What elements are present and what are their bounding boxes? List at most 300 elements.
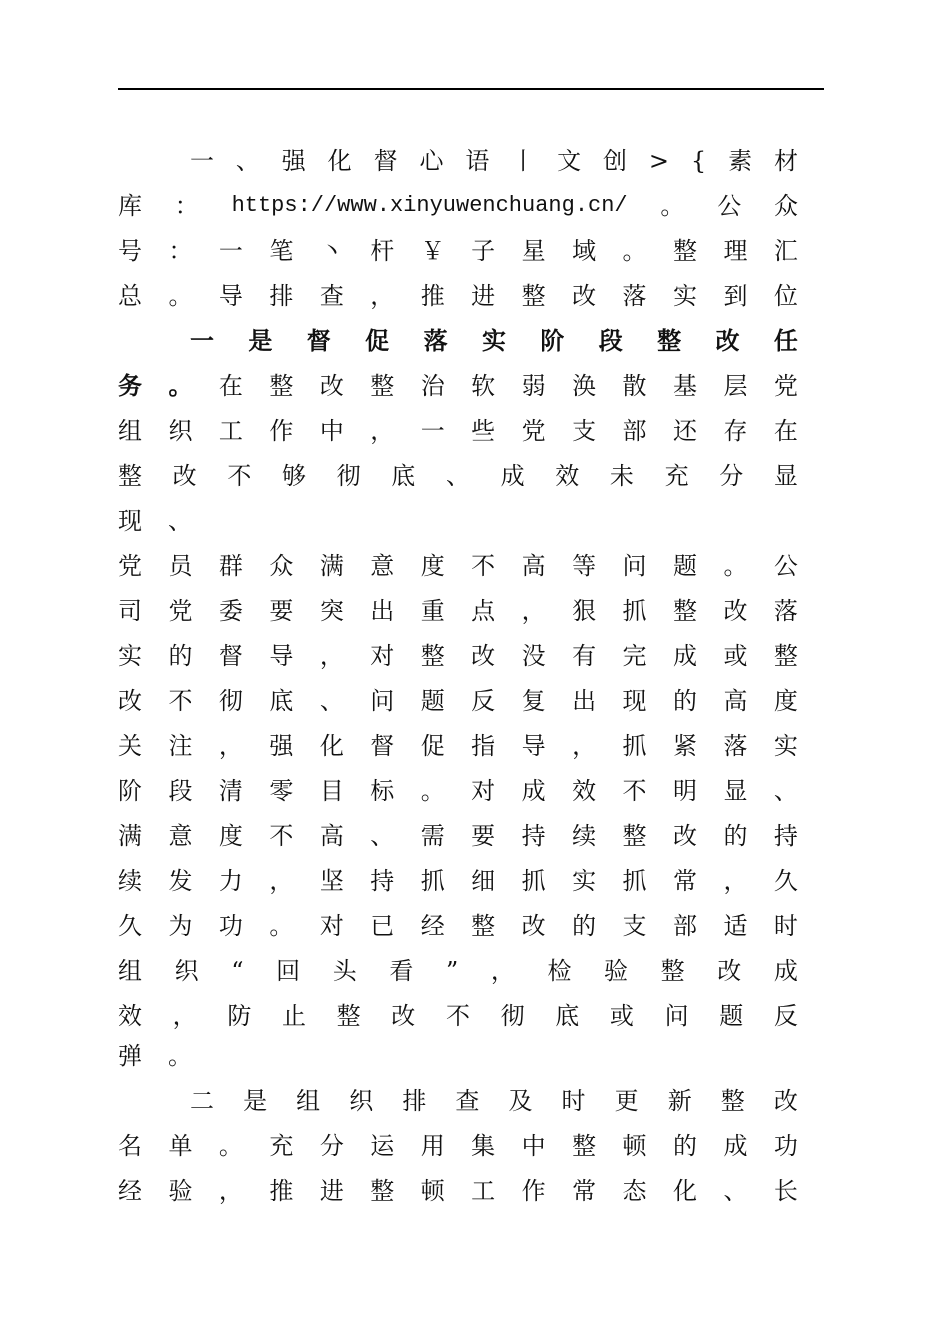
glyph: 织 [174, 957, 199, 985]
glyph: 素 [728, 147, 753, 175]
glyph: { [690, 147, 707, 175]
glyph: 中 [319, 417, 344, 445]
glyph: > [648, 147, 670, 175]
glyph: 心 [419, 147, 444, 175]
glyph: 新 [667, 1087, 692, 1115]
glyph: 狠 [572, 597, 597, 625]
glyph: 整 [118, 462, 142, 490]
glyph: 出 [370, 597, 395, 625]
glyph: 顿 [420, 1177, 445, 1205]
glyph: 丶 [319, 237, 344, 265]
glyph: 彻 [336, 462, 361, 490]
text-line [118, 368, 798, 404]
glyph: ” [445, 957, 459, 985]
glyph: 存 [723, 417, 748, 445]
glyph: 充 [269, 1132, 294, 1160]
glyph: 导 [218, 282, 243, 310]
glyph: 。 [420, 777, 445, 805]
glyph: 用 [420, 1132, 445, 1160]
glyph: 时 [773, 912, 798, 940]
glyph: 实 [773, 732, 798, 760]
glyph: 态 [622, 1177, 647, 1205]
glyph: 验 [168, 1177, 193, 1205]
glyph: 作 [521, 1177, 546, 1205]
glyph: 号 [118, 237, 142, 265]
glyph: 落 [622, 282, 647, 310]
glyph: 位 [773, 282, 798, 310]
glyph: 充 [664, 462, 689, 490]
glyph: 。 [723, 552, 748, 580]
glyph: 看 [389, 957, 414, 985]
glyph: 排 [402, 1087, 427, 1115]
glyph: 的 [168, 642, 193, 670]
text-line [190, 323, 798, 359]
glyph: 底 [555, 1002, 580, 1030]
glyph: 组 [118, 417, 142, 445]
glyph: 改 [118, 687, 142, 715]
glyph: 单 [168, 1132, 193, 1160]
glyph: 对 [370, 642, 395, 670]
glyph: 意 [168, 822, 193, 850]
glyph: 反 [773, 1002, 798, 1030]
glyph: 抓 [420, 867, 445, 895]
glyph: 强 [281, 147, 306, 175]
glyph: 是 [243, 1087, 268, 1115]
glyph: 顿 [622, 1132, 647, 1160]
glyph: 的 [672, 687, 697, 715]
glyph: 坚 [319, 867, 344, 895]
glyph: 部 [622, 417, 647, 445]
glyph: 改 [172, 462, 197, 490]
glyph: 的 [672, 1132, 697, 1160]
glyph: 。 [622, 237, 647, 265]
glyph: 问 [622, 552, 647, 580]
glyph: 改 [391, 1002, 416, 1030]
glyph: 改 [715, 326, 740, 355]
glyph: 层 [723, 372, 748, 400]
glyph: 功 [773, 1132, 798, 1160]
glyph: 群 [218, 552, 243, 580]
glyph: 公 [773, 552, 798, 580]
glyph: 子 [471, 237, 496, 265]
glyph: 阶 [118, 777, 142, 805]
glyph: 功 [218, 912, 243, 940]
glyph: 改 [521, 912, 546, 940]
glyph: 点 [471, 597, 496, 625]
glyph: 改 [672, 822, 697, 850]
glyph: 题 [719, 1002, 744, 1030]
glyph: 集 [471, 1132, 496, 1160]
glyph: 丨 [511, 147, 536, 175]
glyph: 满 [319, 552, 344, 580]
glyph: 散 [622, 372, 647, 400]
glyph: 不 [445, 1002, 470, 1030]
glyph: 效 [555, 462, 580, 490]
glyph: 要 [471, 822, 496, 850]
glyph: 创 [603, 147, 628, 175]
glyph: 不 [622, 777, 647, 805]
url-text: https://www.xinyuwenchuang.cn/ [231, 193, 628, 218]
glyph: 查 [319, 282, 344, 310]
text-line [190, 1083, 798, 1119]
glyph: 组 [118, 957, 142, 985]
glyph: 。 [218, 1132, 243, 1160]
glyph: 现 [118, 507, 142, 535]
glyph: 意 [370, 552, 395, 580]
glyph: 落 [723, 732, 748, 760]
glyph: 度 [420, 552, 445, 580]
glyph: 、 [168, 507, 192, 535]
glyph: 实 [481, 326, 506, 355]
glyph: 关 [118, 732, 142, 760]
glyph: 回 [276, 957, 301, 985]
glyph: 到 [723, 282, 748, 310]
glyph: 支 [572, 417, 597, 445]
glyph: 工 [471, 1177, 496, 1205]
glyph: 织 [168, 417, 193, 445]
text-line [118, 1173, 798, 1209]
glyph: 够 [281, 462, 306, 490]
glyph: 整 [660, 957, 685, 985]
glyph: 员 [168, 552, 193, 580]
glyph: 头 [332, 957, 357, 985]
glyph: 高 [521, 552, 546, 580]
glyph: 些 [471, 417, 496, 445]
glyph: 公 [717, 192, 742, 220]
text-line [118, 458, 798, 494]
glyph: 高 [319, 822, 344, 850]
glyph: 整 [336, 1002, 361, 1030]
glyph: 已 [370, 912, 395, 940]
glyph: 成 [672, 642, 697, 670]
glyph: 为 [168, 912, 193, 940]
glyph: 底 [391, 462, 416, 490]
glyph: 进 [319, 1177, 344, 1205]
glyph: 党 [118, 552, 142, 580]
glyph: 是 [248, 326, 273, 355]
glyph: 紧 [672, 732, 697, 760]
glyph: 验 [604, 957, 629, 985]
glyph: 改 [572, 282, 597, 310]
glyph: 、 [319, 687, 344, 715]
glyph: 长 [773, 1177, 798, 1205]
glyph: 实 [572, 867, 597, 895]
glyph: 一 [420, 417, 445, 445]
glyph: 语 [465, 147, 490, 175]
glyph: 理 [723, 237, 748, 265]
glyph: 指 [471, 732, 496, 760]
glyph: 检 [547, 957, 572, 985]
glyph: 力 [218, 867, 243, 895]
text-line [118, 1128, 798, 1164]
glyph: 度 [218, 822, 243, 850]
glyph: 导 [269, 642, 294, 670]
glyph: 督 [370, 732, 395, 760]
glyph: 时 [561, 1087, 586, 1115]
glyph: ， [490, 957, 515, 985]
glyph: 整 [572, 1132, 597, 1160]
glyph: 突 [319, 597, 344, 625]
glyph: 整 [622, 822, 647, 850]
glyph: 细 [471, 867, 496, 895]
glyph: 有 [572, 642, 597, 670]
text-line [118, 863, 798, 899]
glyph: 或 [609, 1002, 634, 1030]
glyph: 星 [521, 237, 546, 265]
glyph: 弹 [118, 1042, 142, 1070]
glyph: 抓 [622, 867, 647, 895]
glyph: 持 [773, 822, 798, 850]
glyph: 久 [118, 912, 142, 940]
glyph: 名 [118, 1132, 142, 1160]
glyph: 弱 [521, 372, 546, 400]
glyph: 、 [235, 147, 260, 175]
glyph: 督 [373, 147, 398, 175]
text-line [118, 773, 798, 809]
glyph: 续 [118, 867, 142, 895]
glyph: 整 [521, 282, 546, 310]
glyph: 。 [168, 282, 193, 310]
glyph: 显 [723, 777, 748, 805]
glyph: 一 [218, 237, 243, 265]
text-line [118, 953, 798, 989]
glyph: ， [172, 1002, 197, 1030]
glyph: ， [572, 732, 597, 760]
text-line [118, 998, 798, 1034]
glyph: ： [168, 237, 193, 265]
glyph: 。 [168, 1042, 192, 1070]
glyph: 问 [664, 1002, 689, 1030]
glyph: ， [370, 417, 395, 445]
glyph: 现 [622, 687, 647, 715]
glyph: 在 [773, 417, 798, 445]
glyph: 促 [365, 326, 390, 355]
glyph: 抓 [521, 867, 546, 895]
glyph: 任 [773, 326, 798, 355]
glyph: 完 [622, 642, 647, 670]
glyph: 彻 [218, 687, 243, 715]
glyph: ， [370, 282, 395, 310]
glyph: 题 [420, 687, 445, 715]
glyph: ， [269, 867, 294, 895]
glyph: 整 [672, 597, 697, 625]
glyph: 组 [296, 1087, 321, 1115]
glyph: 落 [773, 597, 798, 625]
text-line [118, 638, 798, 674]
glyph: 治 [420, 372, 445, 400]
glyph: ￥ [420, 237, 445, 265]
glyph: 众 [773, 192, 798, 220]
glyph: 等 [572, 552, 597, 580]
glyph: 标 [370, 777, 395, 805]
glyph: 问 [370, 687, 395, 715]
glyph: 段 [598, 326, 623, 355]
text-line [118, 1038, 798, 1074]
glyph: 不 [269, 822, 294, 850]
glyph: 要 [269, 597, 294, 625]
glyph: 在 [218, 372, 243, 400]
glyph: 材 [773, 147, 798, 175]
glyph: “ [231, 957, 244, 985]
glyph: 清 [218, 777, 243, 805]
glyph: 效 [118, 1002, 142, 1030]
glyph: 不 [227, 462, 252, 490]
glyph: 整 [269, 372, 294, 400]
glyph: 化 [672, 1177, 697, 1205]
glyph: 续 [572, 822, 597, 850]
glyph: 笔 [269, 237, 294, 265]
glyph: 作 [269, 417, 294, 445]
text-line [118, 728, 798, 764]
glyph: 整 [657, 326, 682, 355]
glyph: 整 [720, 1087, 745, 1115]
glyph: 司 [118, 597, 142, 625]
glyph: 委 [218, 597, 243, 625]
glyph: 阶 [540, 326, 565, 355]
glyph: 改 [471, 642, 496, 670]
text-line [118, 593, 798, 629]
glyph: 不 [471, 552, 496, 580]
glyph: 目 [319, 777, 344, 805]
glyph: 成 [773, 957, 798, 985]
glyph: 需 [420, 822, 445, 850]
glyph: 适 [723, 912, 748, 940]
glyph: 持 [370, 867, 395, 895]
glyph: 的 [723, 822, 748, 850]
glyph: 整 [672, 237, 697, 265]
glyph: 。 [269, 912, 294, 940]
glyph: 。 [168, 371, 193, 400]
glyph: 、 [445, 462, 470, 490]
glyph: 零 [269, 777, 294, 805]
glyph: 分 [719, 462, 744, 490]
glyph: 未 [609, 462, 634, 490]
glyph: ， [218, 732, 243, 760]
glyph: 或 [723, 642, 748, 670]
glyph: 软 [471, 372, 496, 400]
glyph: 对 [471, 777, 496, 805]
glyph: 还 [672, 417, 697, 445]
glyph: 明 [672, 777, 697, 805]
glyph: 满 [118, 822, 142, 850]
glyph: 整 [370, 1177, 395, 1205]
glyph: 基 [672, 372, 697, 400]
glyph: 整 [773, 642, 798, 670]
glyph: 党 [168, 597, 193, 625]
glyph: 整 [370, 372, 395, 400]
text-line [118, 683, 798, 719]
glyph: 文 [557, 147, 582, 175]
glyph: 对 [319, 912, 344, 940]
glyph: 成 [521, 777, 546, 805]
text-line [118, 413, 798, 449]
glyph: 常 [672, 867, 697, 895]
glyph: ： [174, 192, 199, 220]
glyph: 、 [370, 822, 395, 850]
glyph: 实 [672, 282, 697, 310]
glyph: 化 [327, 147, 352, 175]
glyph: 段 [168, 777, 193, 805]
glyph: 题 [672, 552, 697, 580]
glyph: 杆 [370, 237, 395, 265]
glyph: 。 [660, 192, 685, 220]
glyph: 高 [723, 687, 748, 715]
glyph: 部 [672, 912, 697, 940]
glyph: 改 [723, 597, 748, 625]
glyph: 督 [218, 642, 243, 670]
glyph: 汇 [773, 237, 798, 265]
glyph: 织 [349, 1087, 374, 1115]
glyph: 及 [508, 1087, 533, 1115]
text-line [118, 233, 798, 269]
glyph: 抓 [622, 732, 647, 760]
glyph: 分 [319, 1132, 344, 1160]
glyph: 运 [370, 1132, 395, 1160]
glyph: 党 [773, 372, 798, 400]
glyph: 库 [118, 192, 142, 220]
glyph: 支 [622, 912, 647, 940]
glyph: ， [218, 1177, 243, 1205]
glyph: 防 [227, 1002, 252, 1030]
text-line [118, 188, 798, 224]
glyph: 经 [118, 1177, 142, 1205]
glyph: 中 [521, 1132, 546, 1160]
glyph: 止 [281, 1002, 306, 1030]
text-line [118, 818, 798, 854]
glyph: 抓 [622, 597, 647, 625]
glyph: 效 [572, 777, 597, 805]
glyph: 重 [420, 597, 445, 625]
glyph: 整 [420, 642, 445, 670]
glyph: 查 [455, 1087, 480, 1115]
glyph: 的 [572, 912, 597, 940]
glyph: 一 [190, 147, 214, 175]
text-line [118, 503, 798, 539]
glyph: 进 [471, 282, 496, 310]
glyph: 域 [572, 237, 597, 265]
glyph: 持 [521, 822, 546, 850]
glyph: 显 [773, 462, 798, 490]
glyph: 党 [521, 417, 546, 445]
glyph: 改 [773, 1087, 798, 1115]
glyph: 常 [572, 1177, 597, 1205]
glyph: 改 [717, 957, 742, 985]
glyph: 工 [218, 417, 243, 445]
glyph: ， [319, 642, 344, 670]
glyph: ， [723, 867, 748, 895]
glyph: 、 [773, 777, 798, 805]
glyph: 务 [118, 371, 142, 400]
glyph: 底 [269, 687, 294, 715]
glyph: ， [521, 597, 546, 625]
text-line [118, 548, 798, 584]
glyph: 二 [190, 1087, 214, 1115]
glyph: 促 [420, 732, 445, 760]
glyph: 没 [521, 642, 546, 670]
glyph: 推 [269, 1177, 294, 1205]
glyph: 导 [521, 732, 546, 760]
glyph: 彻 [500, 1002, 525, 1030]
text-line [118, 908, 798, 944]
glyph: 注 [168, 732, 193, 760]
glyph: 改 [319, 372, 344, 400]
glyph: 排 [269, 282, 294, 310]
glyph: 复 [521, 687, 546, 715]
header-rule [118, 88, 824, 90]
glyph: 落 [423, 326, 448, 355]
glyph: 、 [723, 1177, 748, 1205]
glyph: 化 [319, 732, 344, 760]
